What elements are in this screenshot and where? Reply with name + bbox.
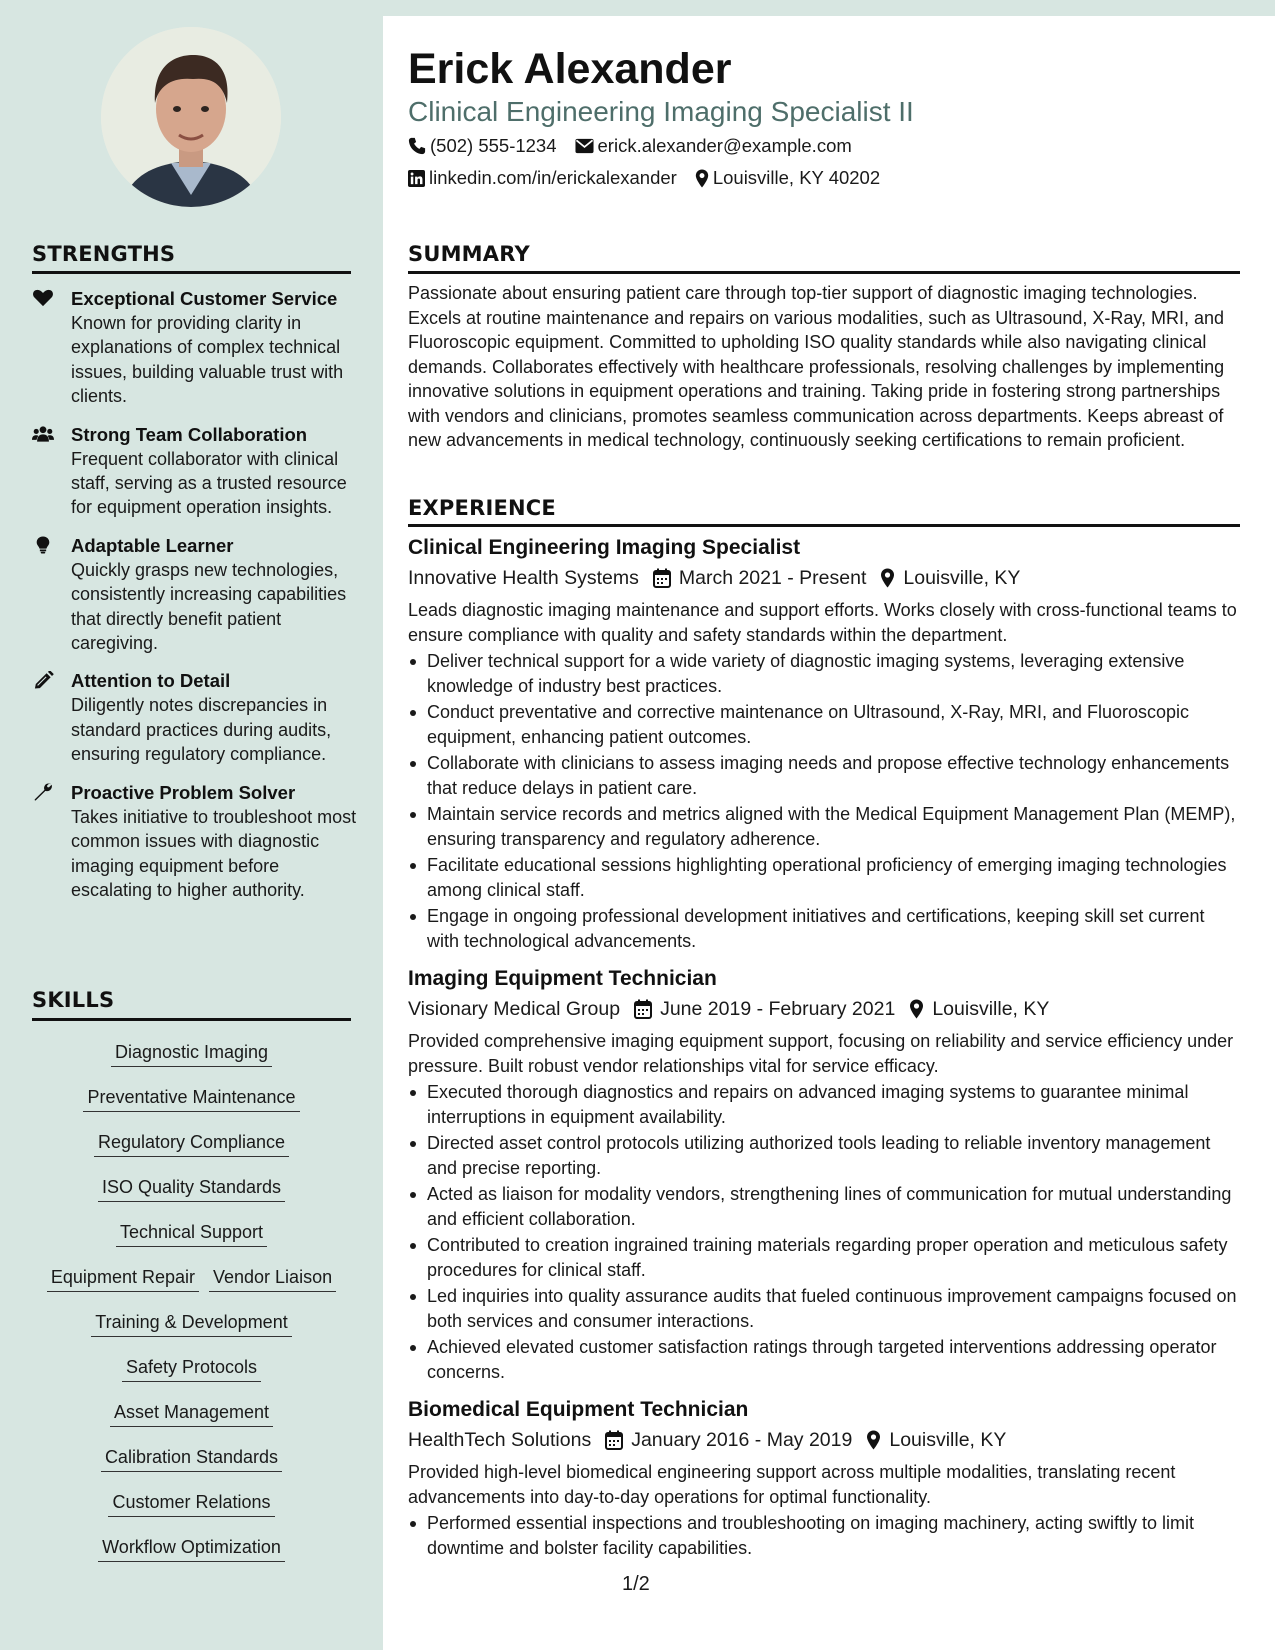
bullet-item: Executed thorough diagnostics and repairs on advanced imaging systems to guarantee minimal interruptions in equipment availability.	[408, 1080, 1240, 1129]
profile-photo	[101, 27, 281, 207]
phone-contact[interactable]	[408, 134, 557, 158]
users-icon	[32, 425, 54, 443]
skill-tag: Safety Protocols	[122, 1355, 261, 1382]
strength-title: Proactive Problem Solver	[71, 781, 296, 803]
envelope-icon	[575, 138, 594, 154]
bullet-item: Achieved elevated customer satisfaction ratings through targeted interventions addressing operator concerns.	[408, 1335, 1240, 1384]
strength-item	[32, 533, 362, 656]
map-pin-icon	[880, 568, 895, 588]
contact-row	[408, 166, 880, 190]
phone-icon	[408, 137, 426, 155]
skills-list	[32, 1040, 351, 1580]
bullet-item: Collaborate with clinicians to assess imaging needs and propose effective technology enhancements that reduce delays in patient care.	[408, 751, 1240, 800]
skill-tag: Technical Support	[116, 1220, 267, 1247]
job-meta	[408, 563, 1240, 593]
job-meta	[408, 1425, 1240, 1455]
job-description: Leads diagnostic imaging maintenance and support efforts. Works closely with cross-functional teams to ensure compliance with quality and safety standards within the department.	[408, 600, 1237, 645]
bullet-item: Performed essential inspections and troubleshooting on imaging machinery, acting swiftly to limit downtime and bolster facility capabilities.	[408, 1511, 1240, 1560]
linkedin-text: linkedin.com/in/erickalexander	[429, 167, 677, 188]
experience-heading: EXPERIENCE	[408, 496, 556, 520]
job-location: Louisville, KY	[903, 567, 1021, 589]
skill-tag: Vendor Liaison	[209, 1265, 336, 1292]
calendar-icon	[653, 568, 671, 588]
job-bullets	[408, 649, 1240, 953]
pencil-icon	[32, 671, 54, 689]
skill-tag: Calibration Standards	[101, 1445, 282, 1472]
strength-item	[32, 286, 362, 409]
bullet-item: Led inquiries into quality assurance audits that fueled continuous improvement campaigns focused on both services and consumer interactions.	[408, 1284, 1240, 1333]
job-description: Provided high-level biomedical engineering support across multiple modalities, translating recent advancements into day-to-day operations for optimal functionality.	[408, 1462, 1176, 1507]
email-contact[interactable]	[575, 134, 852, 158]
bullet-item: Acted as liaison for modality vendors, strengthening lines of communication for mutual understanding and efficient collaboration.	[408, 1182, 1240, 1231]
job-dates: March 2021 - Present	[678, 567, 867, 589]
contact-row	[408, 134, 852, 158]
job-dates: January 2016 - May 2019	[631, 1429, 853, 1451]
candidate-name: Erick Alexander	[408, 45, 732, 93]
bullet-item: Contributed to creation ingrained training materials regarding proper operation and meticulous safety procedures for clinical staff.	[408, 1233, 1240, 1282]
strength-item	[32, 422, 362, 520]
linkedin-contact[interactable]	[408, 166, 677, 190]
job-title: Clinical Engineering Imaging Specialist	[408, 536, 801, 559]
location-text: Louisville, KY 40202	[712, 167, 881, 188]
experience-list	[408, 534, 1240, 1572]
location-contact	[695, 166, 880, 190]
skill-tag: ISO Quality Standards	[98, 1175, 285, 1202]
skills-heading: SKILLS	[32, 988, 115, 1012]
skill-tag: Regulatory Compliance	[94, 1130, 289, 1157]
job-description: Provided comprehensive imaging equipment support, focusing on reliability and service efficiency under pressure. Built robust vendor relationships vital for service efficacy.	[408, 1031, 1234, 1076]
bullet-item: Facilitate educational sessions highlighting operational proficiency of emerging imaging technologies among clinical staff.	[408, 853, 1240, 902]
map-pin-icon	[695, 169, 709, 188]
email-text: erick.alexander@example.com	[597, 135, 852, 156]
summary-divider	[408, 271, 1240, 274]
skill-tag: Workflow Optimization	[98, 1535, 285, 1562]
skill-tag: Equipment Repair	[47, 1265, 199, 1292]
job-dates: June 2019 - February 2021	[660, 998, 896, 1020]
strength-title: Strong Team Collaboration	[71, 423, 308, 445]
calendar-icon	[605, 1430, 623, 1450]
strength-item	[32, 668, 362, 766]
calendar-icon	[634, 999, 652, 1019]
bullet-item: Deliver technical support for a wide variety of diagnostic imaging systems, leveraging extensive knowledge of industry best practices.	[408, 649, 1240, 698]
summary-text: Passionate about ensuring patient care through top-tier support of diagnostic imaging technologies. Excels at routine maintenance and repairs on various modalities, such as Ultrasound, X-Ray, MRI, and Fluoroscopic equipment. Committed to upholding ISO quality standards while also navigating clinical demands. Collaborates effectively with healthcare professionals, resolving challenges by implementing innovative solutions in equipment operations and training. Taking pride in fostering strong partnerships with vendors and clinicians, promotes seamless communication across departments. Keeps abreast of new advancements in medical technology, continuously seeking certifications to remain proficient.	[408, 283, 1225, 450]
strength-title: Adaptable Learner	[71, 534, 234, 556]
strength-description: Known for providing clarity in explanations of complex technical issues, building valuable trust with clients.	[71, 313, 344, 407]
skill-tag: Preventative Maintenance	[83, 1085, 299, 1112]
job-title: Biomedical Equipment Technician	[408, 1398, 749, 1421]
map-pin-icon	[866, 1430, 881, 1450]
bullet-item: Maintain service records and metrics aligned with the Medical Equipment Management Plan (MEMP), ensuring transparency and regulatory adherence.	[408, 802, 1240, 851]
top-band	[383, 0, 1275, 16]
bullet-item: Conduct preventative and corrective maintenance on Ultrasound, X-Ray, MRI, and Fluoroscopic equipment, enhancing patient outcomes.	[408, 700, 1240, 749]
strengths-heading: STRENGTHS	[32, 242, 176, 266]
summary-heading: SUMMARY	[408, 242, 530, 266]
strength-description: Diligently notes discrepancies in standard practices during audits, ensuring regulatory compliance.	[71, 695, 332, 765]
lightbulb-icon	[32, 536, 54, 554]
candidate-title: Clinical Engineering Imaging Specialist II	[408, 96, 914, 127]
bullet-item: Engage in ongoing professional development initiatives and certifications, keeping skill set current with technological advancements.	[408, 904, 1240, 953]
skill-tag: Training & Development	[91, 1310, 291, 1337]
job-meta	[408, 994, 1240, 1024]
experience-divider	[408, 524, 1240, 527]
skill-tag: Asset Management	[110, 1400, 273, 1427]
strengths-list	[32, 286, 362, 915]
job-entry	[408, 965, 1240, 1384]
job-title: Imaging Equipment Technician	[408, 967, 717, 990]
job-entry	[408, 1396, 1240, 1560]
heart-icon	[32, 289, 54, 307]
page-number: 1/2	[622, 1573, 650, 1595]
job-company: HealthTech Solutions	[408, 1429, 592, 1451]
job-company: Visionary Medical Group	[408, 998, 621, 1020]
skill-tag: Diagnostic Imaging	[111, 1040, 272, 1067]
job-location: Louisville, KY	[932, 998, 1050, 1020]
job-bullets	[408, 1080, 1240, 1384]
strength-title: Exceptional Customer Service	[71, 288, 338, 309]
skill-tag: Customer Relations	[108, 1490, 274, 1517]
wrench-icon	[32, 783, 54, 801]
job-entry	[408, 534, 1240, 953]
skills-divider	[32, 1018, 351, 1021]
job-location: Louisville, KY	[889, 1429, 1007, 1451]
strength-description: Takes initiative to troubleshoot most common issues with diagnostic imaging equipment before escalating to higher authority.	[71, 806, 357, 900]
job-bullets	[408, 1511, 1240, 1560]
map-pin-icon	[909, 999, 924, 1019]
job-company: Innovative Health Systems	[408, 567, 639, 589]
strengths-divider	[32, 271, 351, 274]
strength-item	[32, 780, 362, 903]
strength-description: Frequent collaborator with clinical staff, serving as a trusted resource for equipment operation insights.	[71, 448, 347, 518]
strength-title: Attention to Detail	[71, 670, 231, 692]
phone-text: (502) 555-1234	[430, 135, 557, 156]
bullet-item: Directed asset control protocols utilizing authorized tools leading to reliable inventory management and precise reporting.	[408, 1131, 1240, 1180]
linkedin-icon	[408, 170, 425, 187]
strength-description: Quickly grasps new technologies, consistently increasing capabilities that directly benefit patient caregiving.	[71, 559, 347, 654]
